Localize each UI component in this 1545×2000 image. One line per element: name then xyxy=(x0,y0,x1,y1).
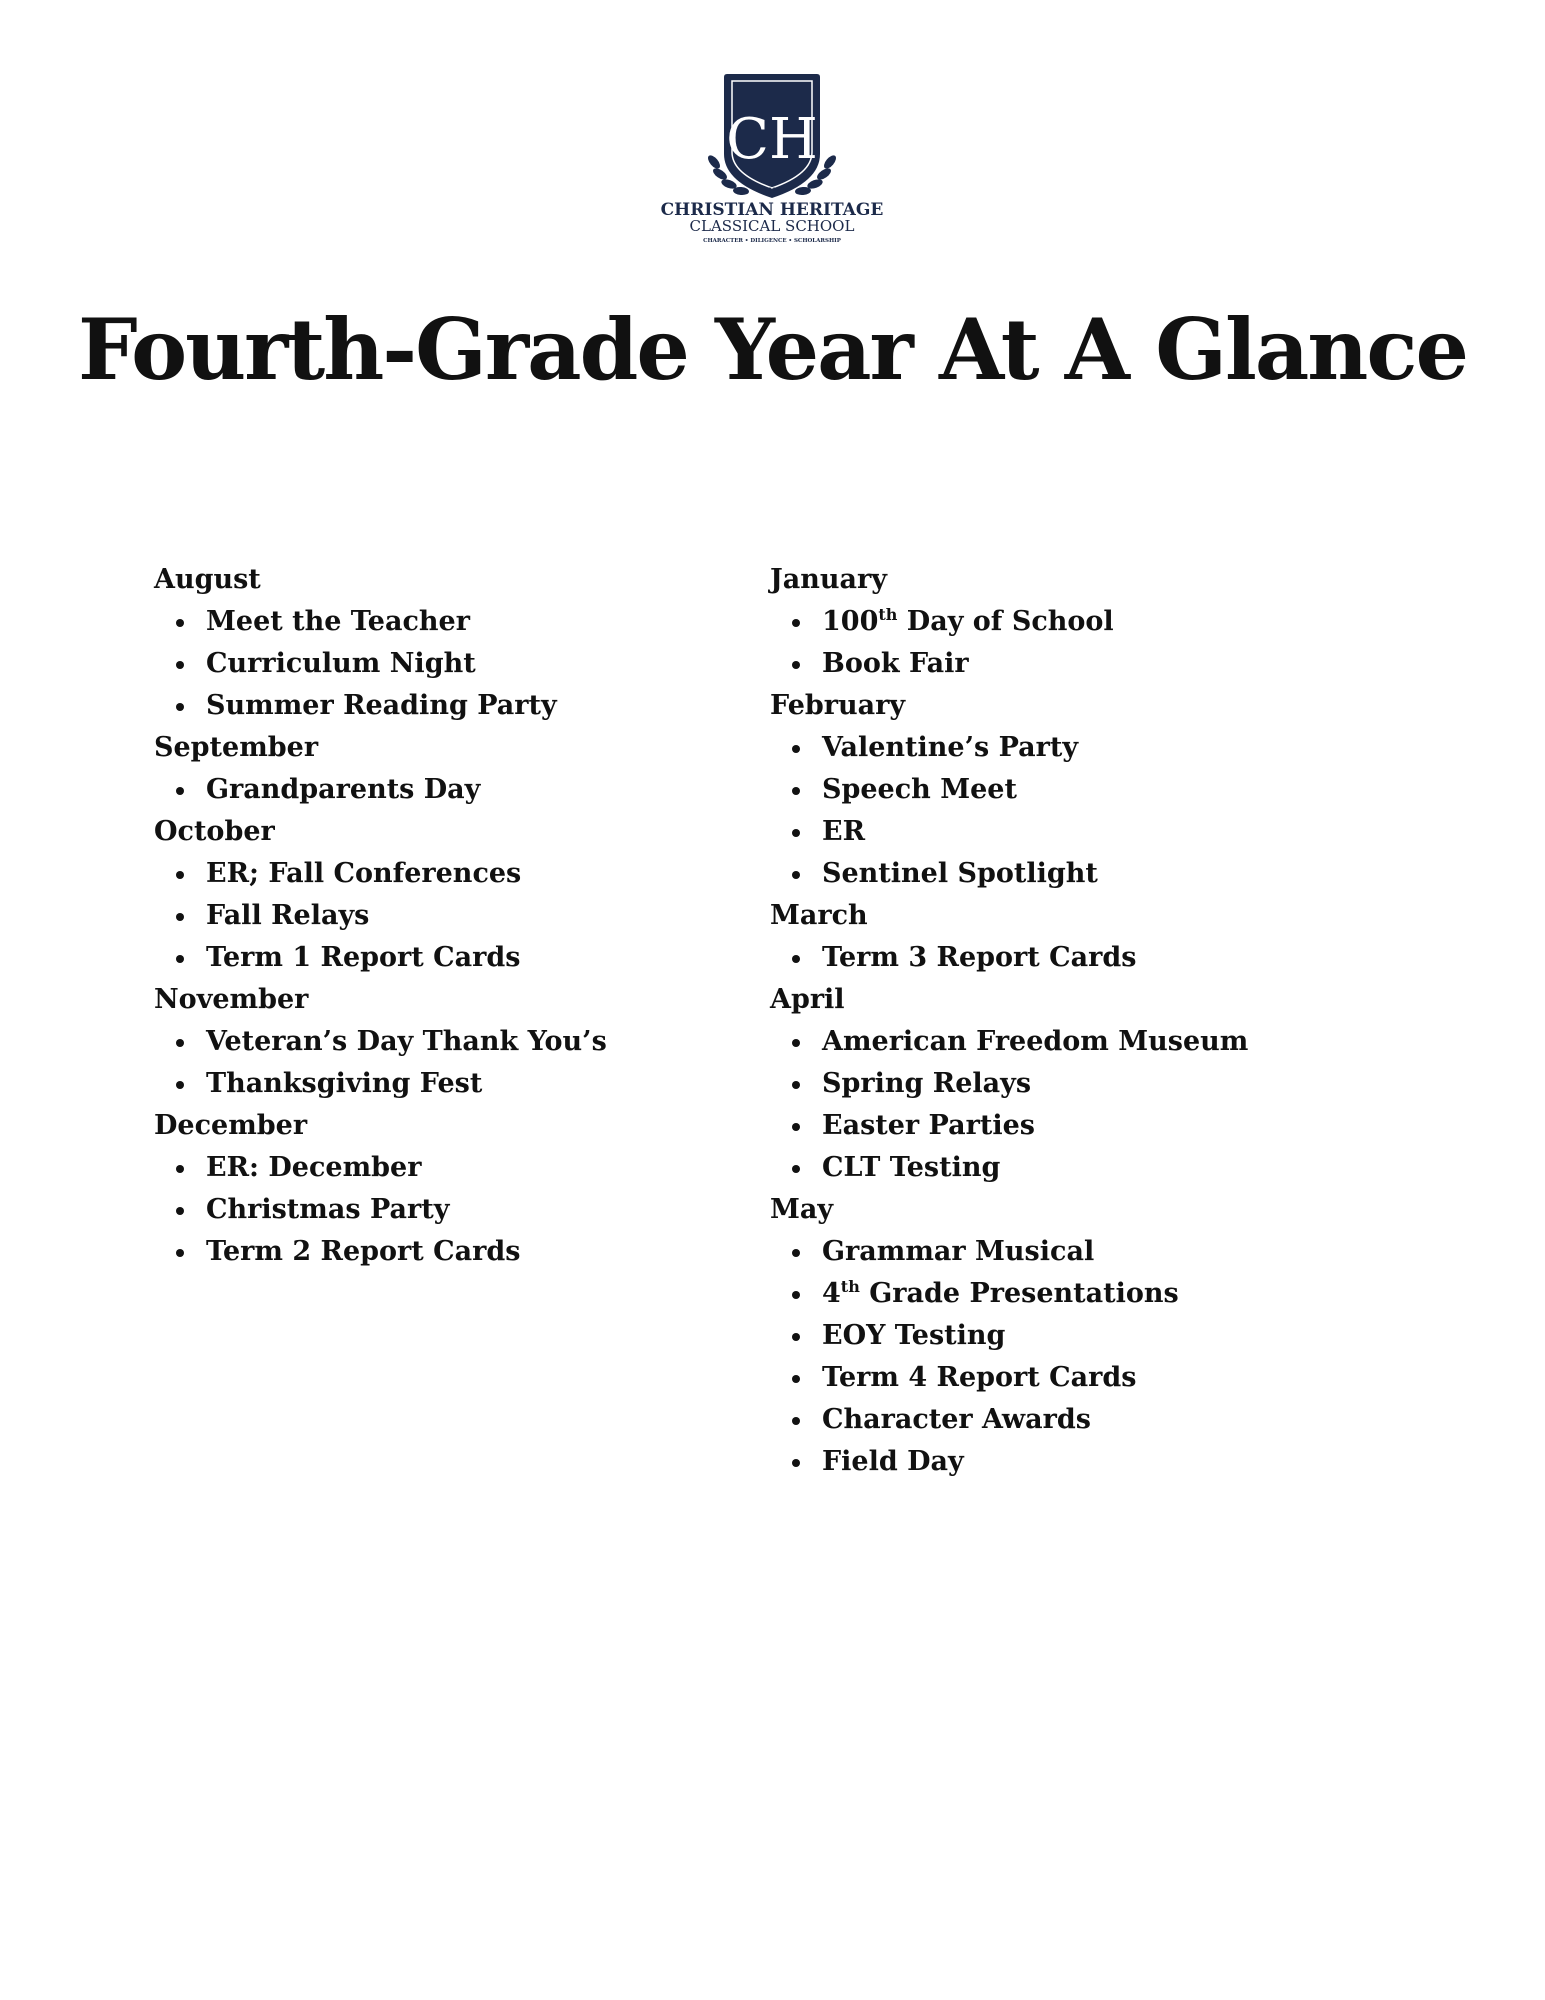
event-list xyxy=(154,1021,754,1105)
event-item: Christmas Party xyxy=(206,1189,754,1231)
event-list xyxy=(770,727,1470,895)
school-logo xyxy=(622,66,922,246)
event-item: Thanksgiving Fest xyxy=(206,1063,754,1105)
event-item: Term 2 Report Cards xyxy=(206,1231,754,1273)
event-item: Sentinel Spotlight xyxy=(822,853,1470,895)
event-item: Character Awards xyxy=(822,1399,1470,1441)
event-item xyxy=(822,601,1470,643)
month-heading: December xyxy=(154,1110,308,1141)
event-list xyxy=(770,1021,1470,1189)
event-item: ER xyxy=(822,811,1470,853)
event-item: Speech Meet xyxy=(822,769,1470,811)
event-list xyxy=(770,601,1470,685)
event-item xyxy=(822,1273,1470,1315)
month-heading: April xyxy=(770,984,845,1015)
event-list xyxy=(154,601,754,727)
event-item: Fall Relays xyxy=(206,895,754,937)
event-text: Grade Presentations xyxy=(859,1278,1179,1309)
logo-year: 1994 xyxy=(763,187,781,195)
logo-name-line2: CLASSICAL SCHOOL xyxy=(689,217,855,235)
event-item: Meet the Teacher xyxy=(206,601,754,643)
event-item: EOY Testing xyxy=(822,1315,1470,1357)
month-heading: May xyxy=(770,1194,834,1225)
event-item: Grandparents Day xyxy=(206,769,754,811)
event-item: Grammar Musical xyxy=(822,1231,1470,1273)
month-heading: August xyxy=(154,564,261,595)
event-item: Veteran’s Day Thank You’s xyxy=(206,1021,754,1063)
left-month-column xyxy=(154,559,754,1273)
event-item: Term 1 Report Cards xyxy=(206,937,754,979)
event-item: ER; Fall Conferences xyxy=(206,853,754,895)
event-item: Field Day xyxy=(822,1441,1470,1483)
event-list xyxy=(770,1231,1470,1483)
event-text: Day of School xyxy=(897,606,1114,637)
event-item: ER: December xyxy=(206,1147,754,1189)
month-heading: September xyxy=(154,732,319,763)
event-list xyxy=(154,769,754,811)
logo-motto: CHARACTER • DILIGENCE • SCHOLARSHIP xyxy=(703,238,841,244)
event-item: CLT Testing xyxy=(822,1147,1470,1189)
ordinal-suffix: th xyxy=(878,605,898,624)
logo-emblem xyxy=(622,66,922,246)
month-heading: January xyxy=(770,564,887,595)
event-item: Book Fair xyxy=(822,643,1470,685)
right-month-column xyxy=(770,559,1470,1483)
page-title: Fourth-Grade Year At A Glance xyxy=(78,300,1467,399)
event-number: 100 xyxy=(822,606,879,637)
event-item: American Freedom Museum xyxy=(822,1021,1470,1063)
event-list xyxy=(770,937,1470,979)
event-list xyxy=(154,853,754,979)
event-item: Easter Parties xyxy=(822,1105,1470,1147)
logo-monogram: CH xyxy=(726,107,818,172)
event-item: Curriculum Night xyxy=(206,643,754,685)
event-list xyxy=(154,1147,754,1273)
ordinal-suffix: th xyxy=(840,1277,860,1296)
event-item: Term 4 Report Cards xyxy=(822,1357,1470,1399)
month-heading: October xyxy=(154,816,275,847)
event-number: 4 xyxy=(822,1278,841,1309)
month-heading: November xyxy=(154,984,309,1015)
logo-name-line1: CHRISTIAN HERITAGE xyxy=(660,200,884,220)
event-item: Valentine’s Party xyxy=(822,727,1470,769)
month-heading: February xyxy=(770,690,906,721)
event-item: Term 3 Report Cards xyxy=(822,937,1470,979)
event-item: Summer Reading Party xyxy=(206,685,754,727)
month-heading: March xyxy=(770,900,868,931)
event-item: Spring Relays xyxy=(822,1063,1470,1105)
